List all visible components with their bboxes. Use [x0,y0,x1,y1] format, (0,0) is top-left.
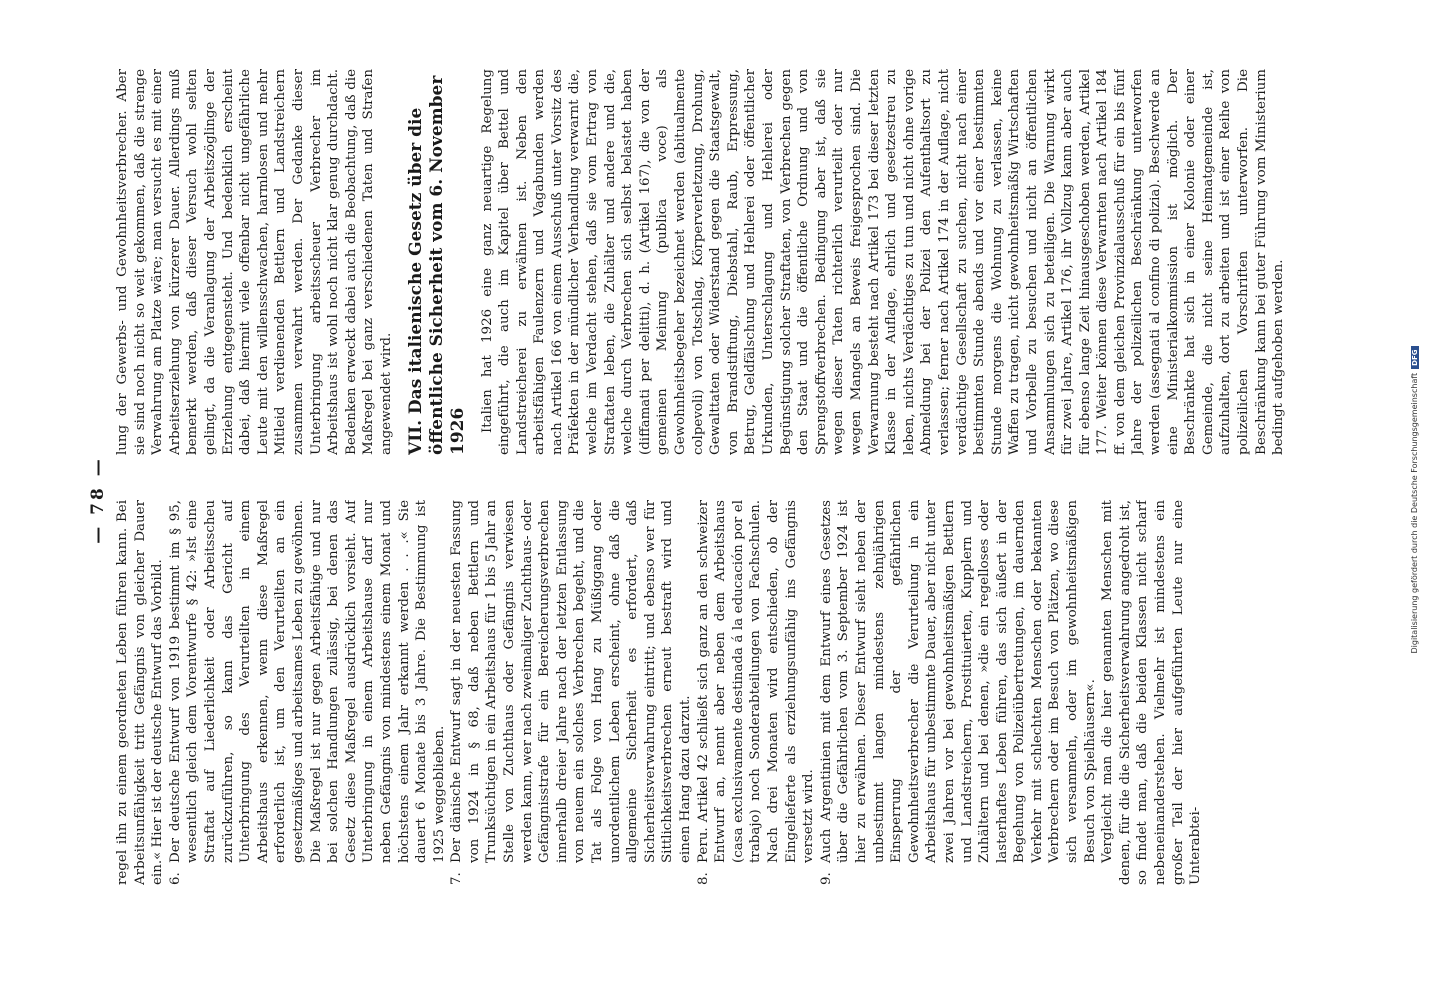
list-item [818,500,1100,885]
list-item-text: Peru. Artikel 42 schließt sich ganz an den schweizer Entwurf an, nennt aber neben dem Arbeitshaus (casa exclusivamente destinada á la educación por el trabajo) noch Sonderabteilungen von Fachschulen. Nach drei Monaten wird entschieden, ob der Eingelieferte als erziehungsunfähig ins Gefängnis versetzt wird. [695,500,817,863]
paragraph: Vergleicht man die hier genannten Menschen mit denen, für die die Sicherheitsverwahrung angedroht ist, so findet man, daß die beiden Klassen nicht scharf nebeneinanderstehen. Vielmehr ist mindestens ein großer Teil der hier aufgeführten Leute nur eine Unterabtei- [1100,500,1204,885]
credit-text: Digitalisierung gefördert durch die Deutsche Forschungsgemeinschaft [1410,372,1419,654]
list-item-number: 7. [449,872,465,885]
list-item-number: 8. [695,872,711,885]
list-item-number: 9. [818,872,834,885]
page-number: — 78 — [88,456,108,544]
list-item-text: Der deutsche Entwurf von 1919 bestimmt im § 95, wesentlich gleich dem Vorentwurfe § 42: »Ist eine Straftat auf Liederlichkeit oder Arbeitsscheu zurückzuführen, so kann das Gericht auf Unterbringung des Verurteilten in einem Arbeitshaus erkennen, wenn diese Maßregel erforderlich ist, um den Verurteilten an ein gesetzmäßiges und arbeitsames Leben zu gewöhnen. Die Maßregel ist nur gegen Arbeitsfähige und nur bei solchen Handlungen zulässig, bei denen das Gesetz diese Maßregel ausdrücklich vorsieht. Auf Unterbringung in einem Arbeitshause darf nur neben Gefängnis von mindestens einem Monat und höchstens einem Jahr erkannt werden . . .« Sie dauert 6 Monate bis 3 Jahre. Die Bestimmung ist 1925 weggeblieben. [167,500,447,863]
right-text-column [114,69,1314,455]
list-item-text: Der dänische Entwurf sagt in der neuesten Fassung von 1924 in § 68, daß neben Bettlern und Trunksüchtigen in ein Arbeitshaus für 1 bis 5 Jahr an Stelle von Zuchthaus oder Gefängnis verwiesen werden kann, wer nach zweimaliger Zuchthaus- oder Gefängnisstrafe für ein Bereicherungsverbrechen innerhalb dreier Jahre nach der letzten Entlassung von neuem ein solches Verbrechen begeht, und die Tat als Folge von Hang zu Müßiggang oder unordentlichem Leben erscheint, ohne daß die allgemeine Sicherheit es erfordert, daß Sicherheitsverwahrung eintritt; und ebenso wer für Sittlichkeitsverbrechen erneut bestraft wird und einen Hang dazu darzut. [449,500,693,863]
list-item-number: 6. [167,872,183,885]
list-item [448,500,694,885]
paragraph: lung der Gewerbs- und Gewohnheitsverbrecher. Aber sie sind noch nicht so weit gekommen, daß die strenge Verwahrung am Platze wäre; man versucht es mit einer Arbeitserziehung von kürzerer Dauer. Allerdings muß bemerkt werden, daß dieser Versuch wohl selten gelingt, da die Veranlagung der Arbeitszöglinge der Erziehung entgegensteht. Und bedenklich erscheint dabei, daß hiermit viele offenbar nicht ungefährliche Leute mit den willensschwachen, harmlosen und mehr Mitleid verdienenden Bettlern und Landstreichern zusammen verwahrt werden. Der Gedanke dieser Unterbringung arbeitsscheuer Verbrecher im Arbeitshaus ist wohl noch nicht klar genug durchdacht. Bedenken erweckt dabei auch die Beobachtung, daß die Maßregel bei ganz verschiedenen Taten und Strafen angewendet wird. [115,69,394,455]
list-item [695,500,818,885]
list-item-text: Auch Argentinien mit dem Entwurf eines Gesetzes über die Gefährlichen vom 3. September 1924 ist hier zu erwähnen. Dieser Entwurf sieht neben der unbestimmt langen mindestens zehnjährigen Einsperrung der gefährlichen Gewohnheitsverbrecher die Verurteilung in ein Arbeitshaus für unbestimmte Dauer, aber nicht unter zwei Jahren vor bei gewohnheitsmäßigen Bettlern und Landstreichern, Prostituierten, Kupplern und Zuhältern und bei denen, »die ein regelloses oder lasterhaftes Leben führen, das sich äußert in der Begehung von Polizeiübertretungen, im dauernden Verkehr mit schlechten Menschen oder bekannten Verbrechern oder im Besuch von Plätzen, wo diese sich versammeln, oder im gewohnheitsmäßigen Besuch von Spielhäusern«. [818,500,1098,863]
paragraph: Italien hat 1926 eine ganz neuartige Regelung eingeführt, die auch im Kapitel über Bettel und Landstreicherei zu erwähnen ist. Neben den arbeitsfähigen Faulenzern und Vagabunden werden nach Artikel 166 von einem Ausschuß unter Vorsitz des Präfekten in der mündlicher Verhandlung verwarnt die, welche im Verdacht stehen, daß sie vom Ertrag von Straftaten leben, die Zuhälter und andere und die, welche durch Verbrechen sich selbst belastet haben (diffamati per delitti), d. h. (Artikel 167), die von der gemeinen Meinung (publica voce) als Gewohnheitsbegeher bezeichnet werden (abitualmente colpevoli) von Totschlag, Körperverletzung, Drohung, Gewalttaten oder Widerstand gegen die Staatsgewalt, von Brandstiftung, Diebstahl, Raub, Erpressung, Betrug, Geldfälschung und Hehlerei oder öffentlicher Urkunden, Unterschlagung und Hehlerei oder Begünstigung solcher Straftaten, von Verbrechen gegen den Staat und die öffentliche Ordnung und von Sprengstoffverbrechen. Bedingung aber ist, daß sie wegen dieser Taten richterlich verurteilt oder nur wegen Mangels an Beweis freigesprochen sind. Die Verwarnung besteht nach Artikel 173 bei dieser letzten Klasse in der Auflage, ehrlich und gesetzestreu zu leben, nichts Verdächtiges zu tun und nicht ohne vorige Abmeldung bei der Polizei den Aufenthaltsort zu verlassen; ferner nach Artikel 174 in der Auflage, nicht verdächtige Gesellschaft zu suchen, nicht nach einer bestimmten Stunde abends und vor einer bestimmten Stunde morgens die Wohnung zu verlassen, keine Waffen zu tragen, nicht gewohnheitsmäßig Wirtschaften und Vorbelle zu besuchen und nicht an öffentlichen Ansammlungen sich zu beteiligen. Die Warnung wirkt für zwei Jahre, Artikel 176, ihr Vollzug kann aber auch für ebenso lange Zeit hinausgeschoben werden, Artikel 177. Weiter können diese Verwarnten nach Artikel 184 ff. von dem gleichen Provinzialausschuß für ein bis fünf Jahre der polizeilichen Beschränkung unterworfen werden (assegnati al confino di polizia). Beschwerde an eine Ministerialkommission ist möglich. Der Beschränkte hat sich in einer Kolonie oder einer Gemeinde, die nicht seine Heimatgemeinde ist, aufzuhalten, dort zu arbeiten und ist einer Reihe von polizeilichen Vorschriften unterworfen. Die Beschränkung kann bei guter Führung vom Ministerium bedingt aufgehoben werden. [479,69,1287,455]
list-item [167,500,449,885]
section-heading: VII. Das italienische Gesetz über die öffentliche Sicherheit vom 6. November 1926 [405,75,468,455]
digitization-credit [1410,8,1419,992]
left-text-column [114,500,1314,885]
dfg-logo: DFG [1411,347,1419,369]
paragraph: regel ihn zu einem geordneten Leben führen kann. Bei Arbeitsunfähigkeit tritt Gefängnis von gleicher Dauer ein.« Hier ist der deutsche Entwurf das Vorbild. [115,500,166,885]
